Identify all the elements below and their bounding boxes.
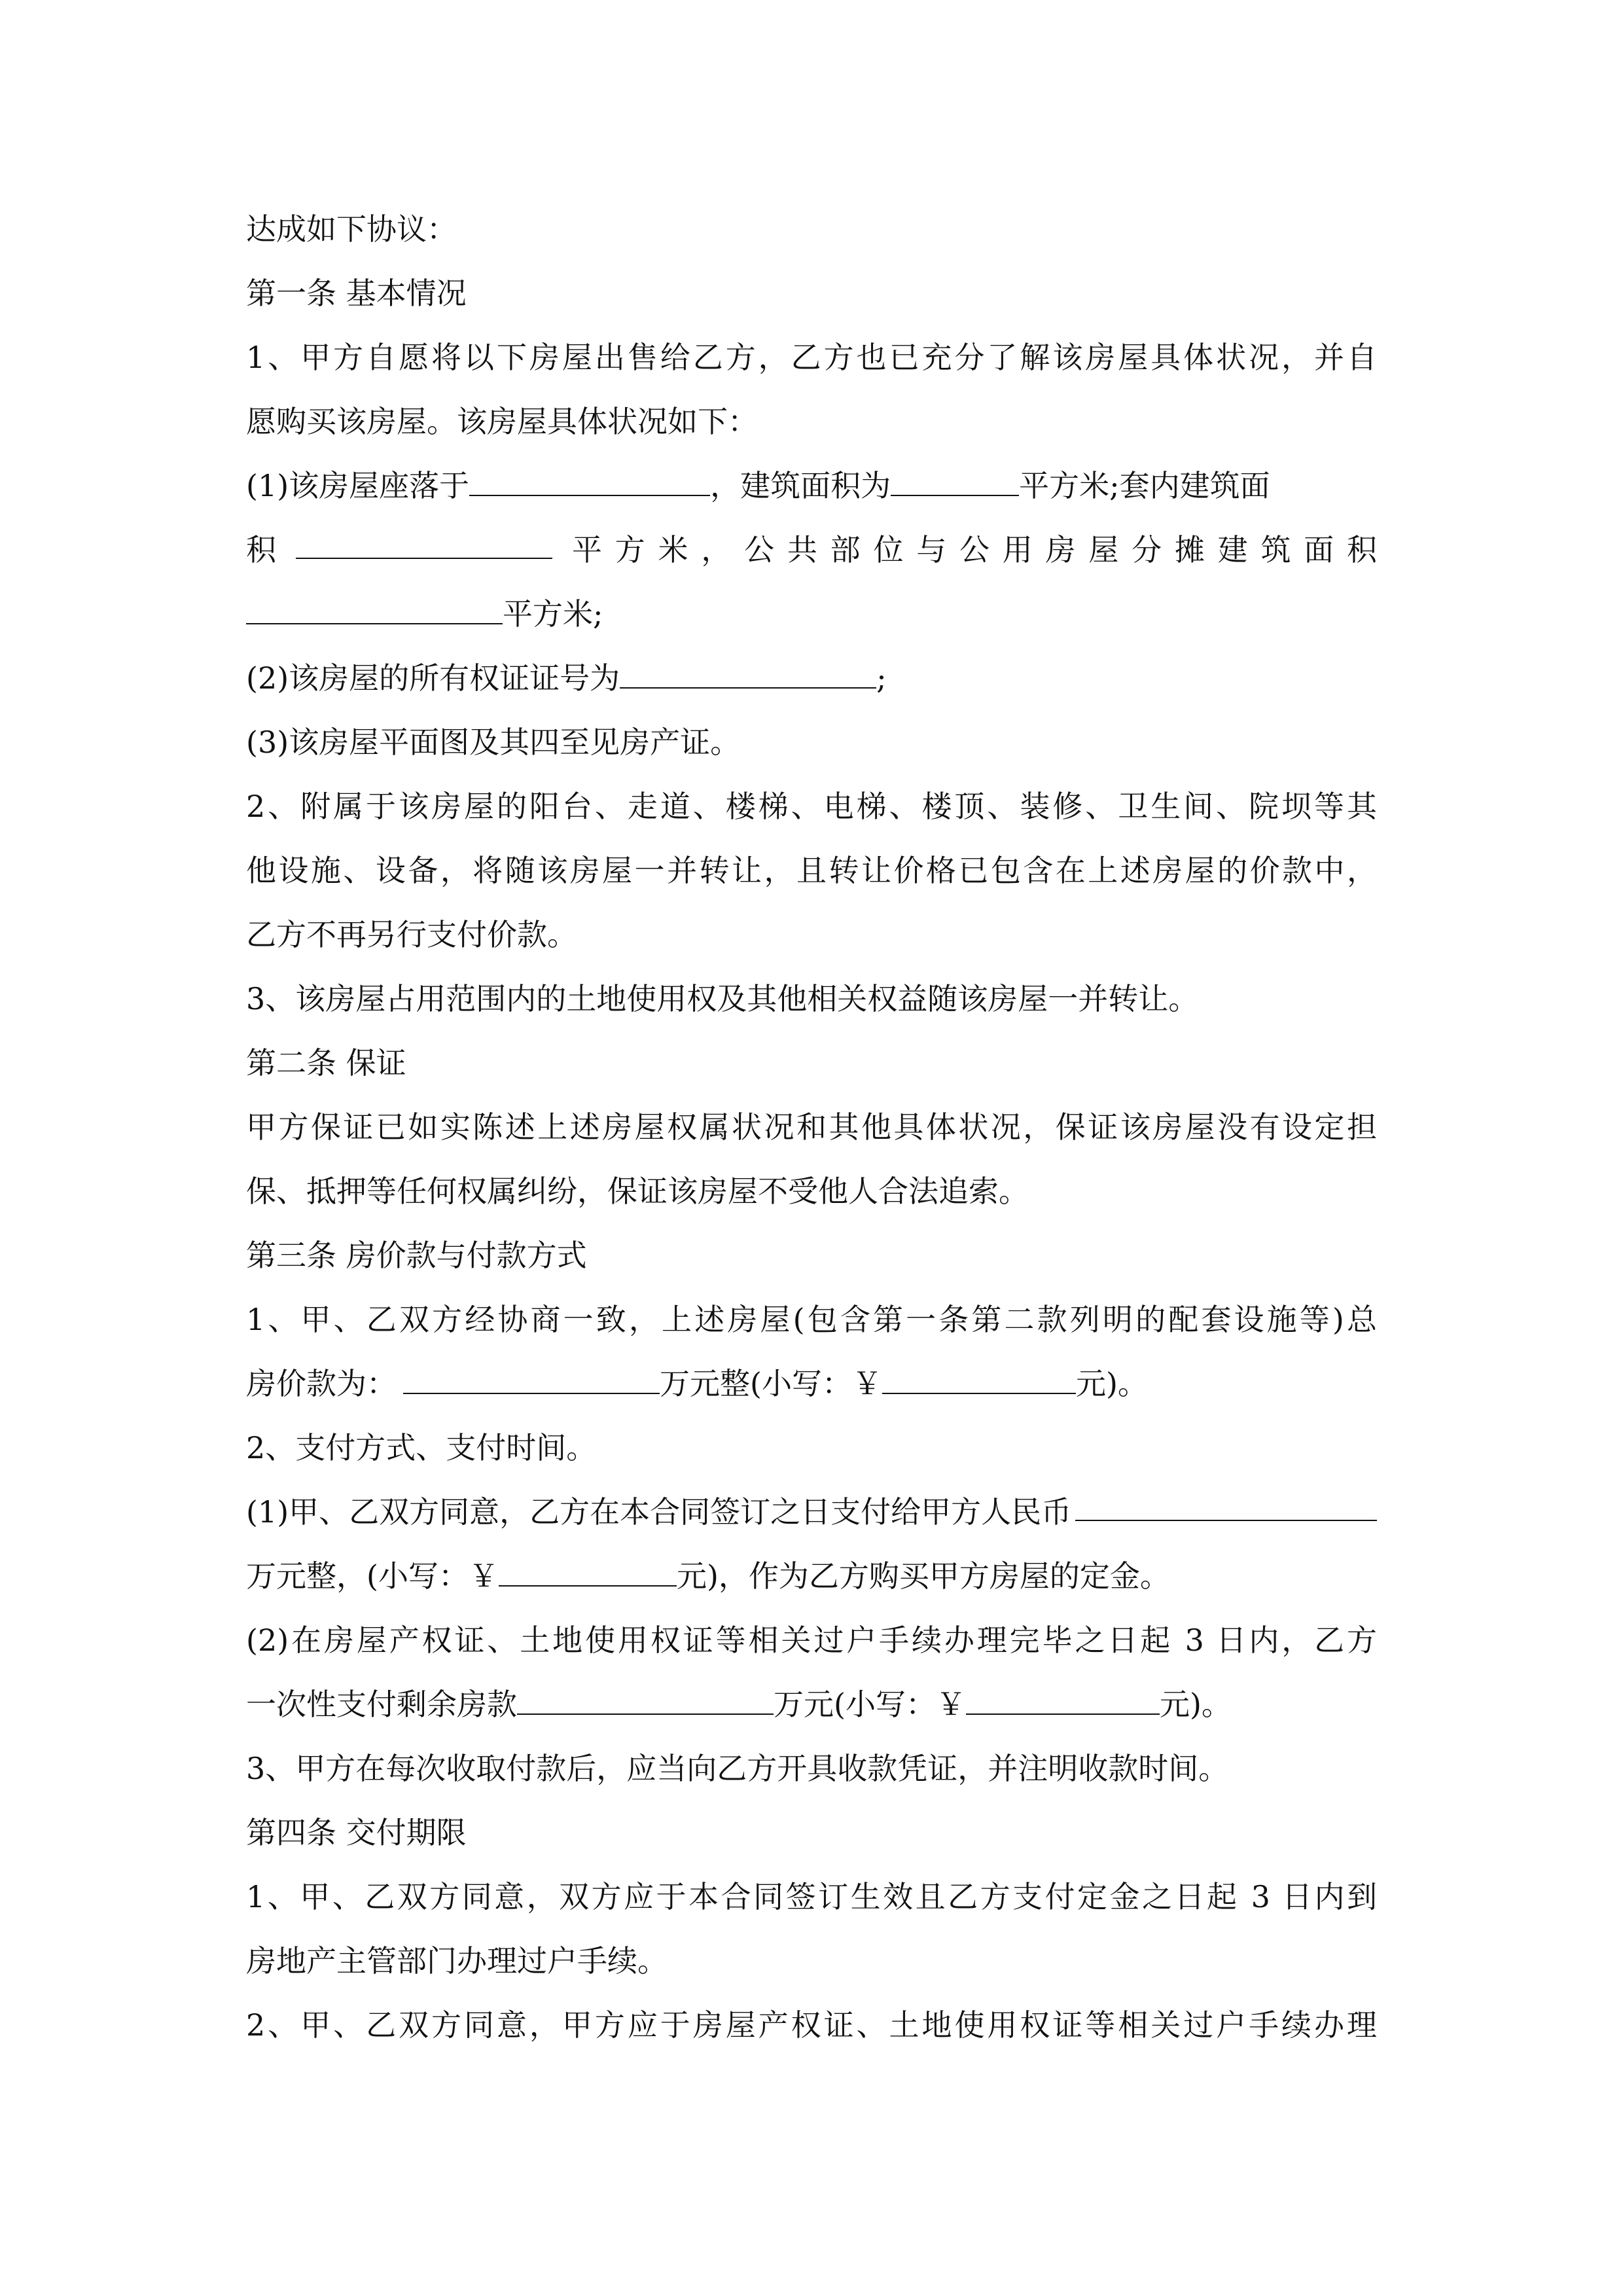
article-1-para-2-line-1: 2、附属于该房屋的阳台、走道、楼梯、电梯、楼顶、装修、卫生间、院坝等其	[246, 789, 1377, 824]
blank-remaining-figure	[966, 1686, 1160, 1715]
blank-deposit-figure	[499, 1558, 677, 1587]
blank-total-price-figure	[882, 1365, 1076, 1394]
article-1-item-3: (3)该房屋平面图及其四至见房产证。	[246, 725, 741, 760]
article-2-line-2: 保、抵押等任何权属纠纷，保证该房屋不受他人合法追索。	[246, 1174, 1029, 1209]
text-segment: (1)该房屋座落于	[246, 468, 470, 503]
article-1-heading: 第一条 基本情况	[246, 276, 467, 311]
article-3-para-1-line-2	[246, 1364, 1377, 1403]
article-2-line-1: 甲方保证已如实陈述上述房屋权属状况和其他具体状况，保证该房屋没有设定担	[246, 1109, 1377, 1145]
text-segment: ，建筑面积为	[710, 468, 891, 503]
text-segment: 万元整(小写：￥	[660, 1366, 882, 1401]
blank-inner-area	[296, 530, 552, 559]
text-segment: 平方米，公共部位与公用房屋分摊建筑面积	[572, 532, 1377, 567]
article-3-item-2-line-1: (2)在房屋产权证、土地使用权证等相关过户手续办理完毕之日起 3 日内，乙方	[246, 1623, 1377, 1658]
article-3-heading: 第三条 房价款与付款方式	[246, 1238, 587, 1273]
article-1-para-1-line-2: 愿购买该房屋。该房屋具体状况如下：	[246, 404, 758, 439]
text-segment: 积	[246, 532, 276, 567]
text-segment: 平方米;套内建筑面	[1019, 468, 1270, 503]
text-segment: 元)。	[1075, 1366, 1148, 1401]
text-segment: 平方米;	[503, 596, 603, 632]
article-4-para-1-line-2: 房地产主管部门办理过户手续。	[246, 1943, 668, 1979]
article-1-para-1-line-1: 1、甲方自愿将以下房屋出售给乙方，乙方也已充分了解该房屋具体状况，并自	[246, 340, 1377, 375]
blank-shared-area	[246, 596, 503, 624]
article-3-item-1-line-1	[246, 1492, 1377, 1532]
article-1-item-1-line-1	[246, 466, 1377, 505]
text-segment: 万元整，(小写：￥	[246, 1558, 499, 1594]
text-segment: 一次性支付剩余房款	[246, 1687, 517, 1722]
blank-remaining-amount	[517, 1686, 774, 1715]
article-2-heading: 第二条 保证	[246, 1045, 406, 1081]
article-3-para-3: 3、甲方在每次收取付款后，应当向乙方开具收款凭证，并注明收款时间。	[246, 1751, 1229, 1786]
article-3-item-1-line-2	[246, 1556, 1377, 1596]
article-4-para-1-line-1: 1、甲、乙双方同意，双方应于本合同签订生效且乙方支付定金之日起 3 日内到	[246, 1879, 1377, 1914]
text-segment: ;	[876, 660, 887, 696]
text-segment: 元)。	[1159, 1687, 1232, 1722]
article-1-item-1-line-2	[246, 530, 1377, 569]
article-3-para-1-line-1: 1、甲、乙双方经协商一致，上述房屋(包含第一条第二款列明的配套设施等)总	[246, 1302, 1377, 1337]
article-3-para-2: 2、支付方式、支付时间。	[246, 1430, 597, 1465]
text-segment: 房价款为：	[246, 1366, 397, 1401]
intro-line: 达成如下协议：	[246, 211, 457, 247]
text-segment: (1)甲、乙双方同意，乙方在本合同签订之日支付给甲方人民币	[246, 1494, 1072, 1530]
article-3-item-2-line-2	[246, 1685, 1377, 1724]
article-1-para-3: 3、该房屋占用范围内的土地使用权及其他相关权益随该房屋一并转让。	[246, 981, 1199, 1016]
blank-total-price	[403, 1365, 660, 1394]
article-1-item-1-line-3	[246, 594, 1377, 634]
blank-certificate-number	[620, 660, 876, 689]
text-segment: 元)，作为乙方购买甲方房屋的定金。	[676, 1558, 1170, 1594]
article-1-para-2-line-3: 乙方不再另行支付价款。	[246, 917, 577, 952]
article-4-para-2-line-1: 2、甲、乙双方同意，甲方应于房屋产权证、土地使用权证等相关过户手续办理	[246, 2007, 1377, 2043]
article-1-item-2	[246, 658, 1377, 698]
blank-building-area	[891, 467, 1019, 496]
text-segment: 万元(小写：￥	[774, 1687, 966, 1722]
blank-location	[469, 467, 710, 496]
article-1-para-2-line-2: 他设施、设备，将随该房屋一并转让，且转让价格已包含在上述房屋的价款中，	[246, 853, 1377, 888]
text-segment: (2)该房屋的所有权证证号为	[246, 660, 620, 696]
article-4-heading: 第四条 交付期限	[246, 1815, 467, 1850]
blank-deposit-amount	[1075, 1492, 1377, 1521]
